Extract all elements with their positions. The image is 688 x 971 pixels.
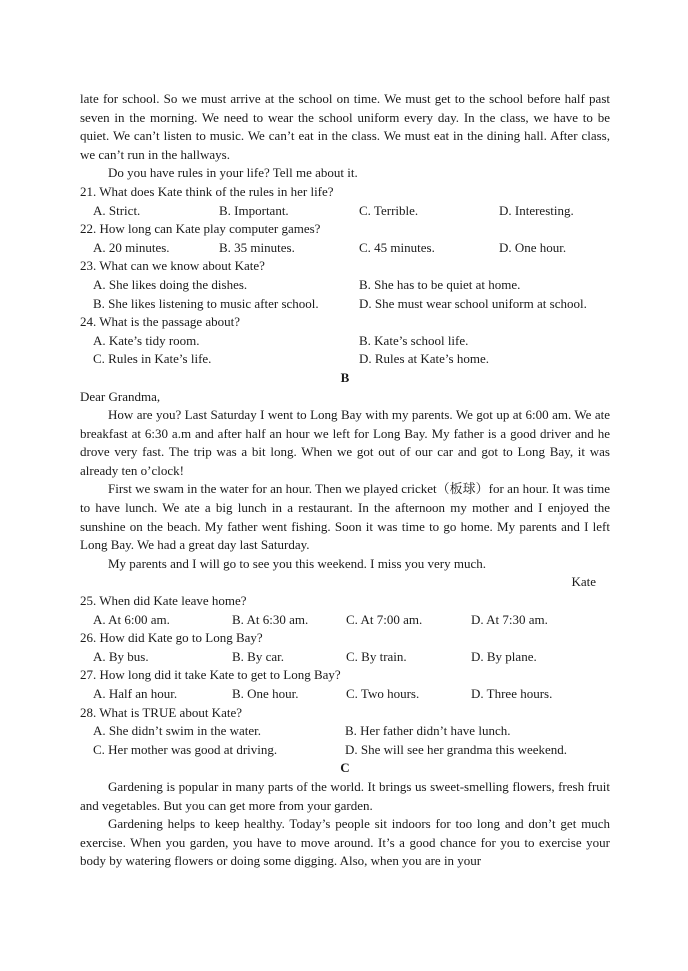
question-stem: 24. What is the passage about? [80, 314, 241, 330]
exam-page [80, 90, 610, 871]
question-stem: 21. What does Kate think of the rules in her life? [80, 183, 334, 199]
option-c: C. Her mother was good at driving. [93, 741, 278, 757]
option-d: D. Rules at Kate’s home. [359, 351, 489, 367]
question-stem: 22. How long can Kate play computer games? [80, 221, 321, 237]
question-stem: 26. How did Kate go to Long Bay? [80, 630, 263, 646]
question-options [80, 648, 610, 667]
letter-paragraph: My parents and I will go to see you this weekend. I miss you very much. [108, 555, 487, 571]
option-a: A. 20 minutes. [93, 239, 170, 255]
option-b: B. Her father didn’t have lunch. [345, 723, 511, 739]
option-c: C. Terrible. [359, 202, 419, 218]
question-options [80, 239, 610, 258]
option-a: A. Strict. [93, 202, 141, 218]
question-options [80, 276, 610, 295]
option-a: A. She likes doing the dishes. [93, 276, 248, 292]
option-c: C. Rules in Kate’s life. [93, 351, 212, 367]
question-stem: 23. What can we know about Kate? [80, 258, 265, 274]
option-a: A. At 6:00 am. [93, 611, 170, 627]
option-d: D. At 7:30 am. [471, 611, 548, 627]
section-heading-c: C [340, 760, 350, 776]
question-options [80, 202, 610, 221]
question-options [80, 332, 610, 351]
option-d: D. One hour. [499, 239, 567, 255]
option-b: B. By car. [232, 648, 284, 664]
question-options [80, 611, 610, 630]
question-stem: 25. When did Kate leave home? [80, 593, 247, 609]
letter-salutation: Dear Grandma, [80, 388, 161, 404]
option-b: B. 35 minutes. [219, 239, 295, 255]
option-b: B. Important. [219, 202, 289, 218]
option-c: C. At 7:00 am. [346, 611, 423, 627]
letter-paragraph: First we swam in the water for an hour. Then we played cricket（板球）for an hour. It was time to have lunch. We ate a big lunch in a restaurant. In the afternoon my mother and I enjoyed the sunshine on the beach. My father went fishing. Soon it was time to go home. My parents and I left Long Bay. We had a great day last Saturday. [80, 481, 610, 553]
question-options [80, 722, 610, 741]
question-options [80, 685, 610, 704]
option-d: D. Three hours. [471, 686, 553, 701]
option-c: C. Two hours. [346, 686, 420, 701]
option-d: D. She must wear school uniform at school. [359, 295, 587, 311]
option-a: A. She didn’t swim in the water. [93, 723, 262, 739]
letter-signature: Kate [571, 574, 596, 590]
option-b: B. She has to be quiet at home. [359, 276, 521, 292]
option-c: B. She likes listening to music after school. [93, 295, 319, 311]
question-options [80, 295, 610, 314]
question-options [80, 741, 610, 760]
question-stem: 28. What is TRUE about Kate? [80, 704, 242, 720]
letter-paragraph: How are you? Last Saturday I went to Long Bay with my parents. We got up at 6:00 am. We ate breakfast at 6:30 a.m and after half an hour we left for Long Bay. My father is a good driver and he drove very fast. The trip was a bit long. When we got out of our car and got to Long Bay, it was already ten o’clock! [80, 407, 610, 478]
option-a: A. Half an hour. [93, 686, 178, 701]
option-a: A. Kate’s tidy room. [93, 332, 200, 348]
passage-c-paragraph: Gardening is popular in many parts of the world. It brings us sweet-smelling flowers, fresh fruit and vegetables. But you can get more from your garden. [80, 778, 610, 813]
question-options [80, 350, 610, 369]
option-b: B. One hour. [232, 686, 299, 701]
section-heading-b: B [340, 369, 350, 385]
option-a: A. By bus. [93, 648, 149, 664]
option-d: D. Interesting. [499, 202, 574, 218]
option-c: C. 45 minutes. [359, 239, 435, 255]
passage-a-closing: Do you have rules in your life? Tell me about it. [108, 165, 358, 181]
option-b: B. At 6:30 am. [232, 611, 309, 627]
option-c: C. By train. [346, 648, 407, 664]
option-d: D. She will see her grandma this weekend. [345, 741, 568, 757]
option-d: D. By plane. [471, 648, 537, 664]
question-stem: 27. How long did it take Kate to get to Long Bay? [80, 667, 341, 683]
passage-a-text: late for school. So we must arrive at the school on time. We must get to the school before half past seven in the morning. We need to wear the school uniform every day. In the class, we have to be quiet. We can’t listen to music. We can’t eat in the class. We must eat in the dining hall. After class, we can’t run in the hallways. [80, 91, 610, 162]
passage-c-paragraph: Gardening helps to keep healthy. Today’s people sit indoors for too long and don’t get much exercise. When you garden, you have to move around. It’s a good chance for you to exercise your body by watering flowers or doing some digging. Also, when you are in your [80, 816, 610, 869]
option-b: B. Kate’s school life. [359, 332, 469, 348]
